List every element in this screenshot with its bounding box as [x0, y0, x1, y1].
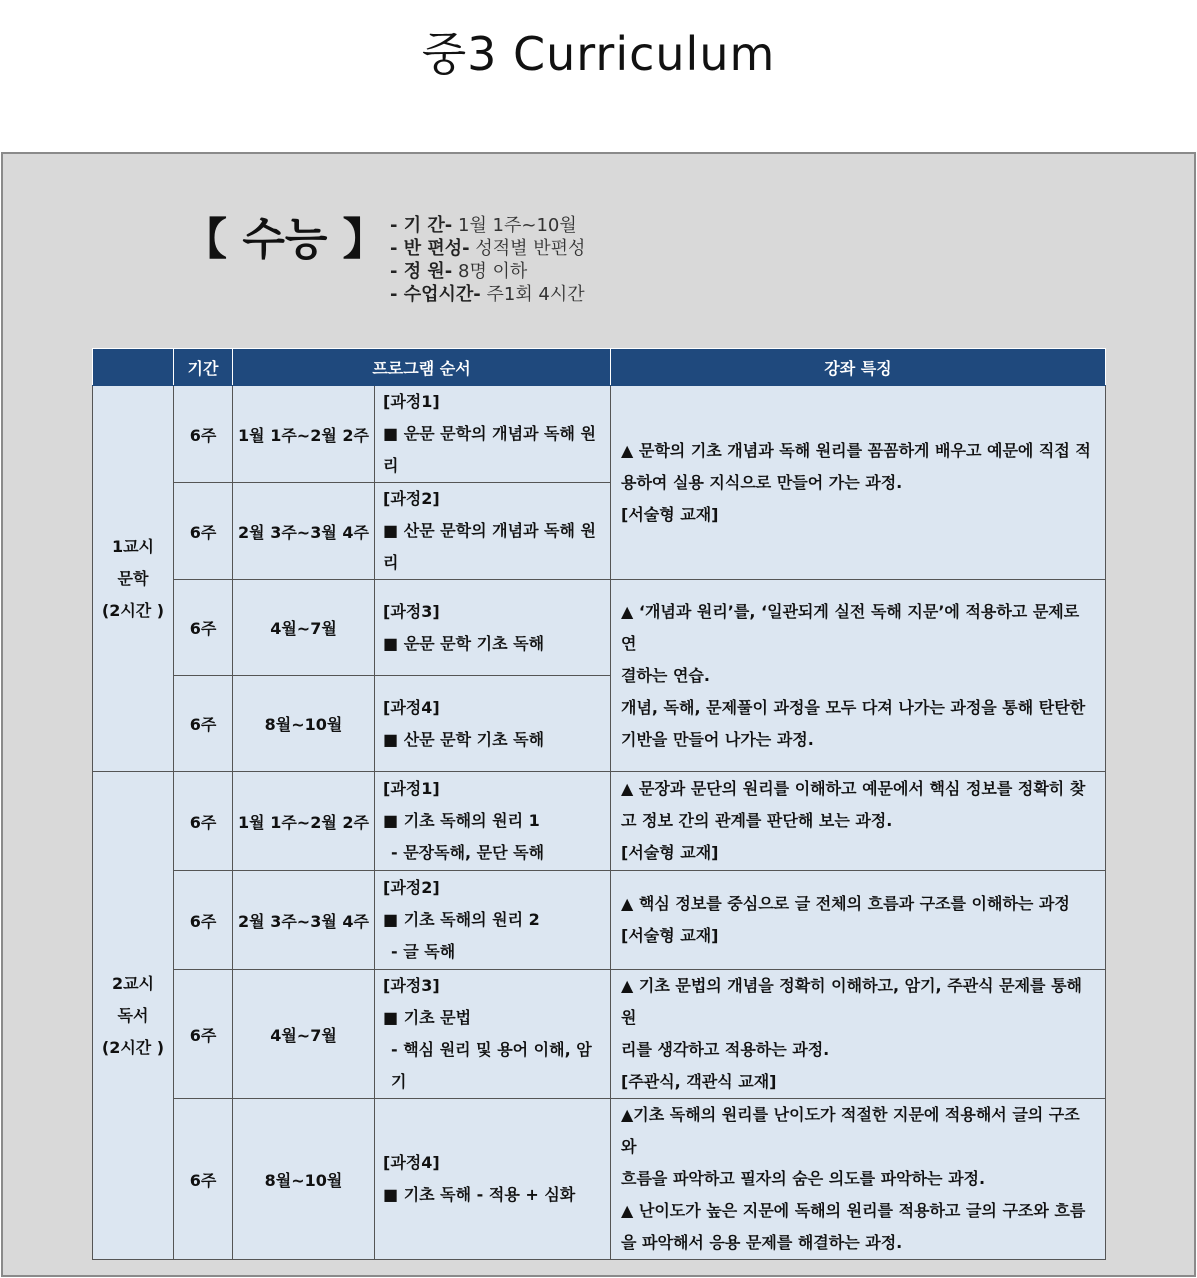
table-row: [93, 871, 1106, 970]
weeks-cell: 6주: [174, 483, 233, 580]
course-cell: [과정4] ■ 기초 독해 - 적용 + 심화: [375, 1099, 611, 1260]
header-program-order: 프로그램 순서: [233, 349, 611, 386]
weeks-cell: 6주: [174, 386, 233, 483]
section-heading: 【 수능 】: [183, 214, 387, 265]
table-header-row: [93, 349, 1106, 386]
table-row: [93, 386, 1106, 483]
course-cell: [과정1] ■ 기초 독해의 원리 1 - 문장독해, 문단 독해: [375, 772, 611, 871]
header-empty: [93, 349, 174, 386]
weeks-cell: 6주: [174, 1099, 233, 1260]
group-label-reading: 2교시 독서 (2시간 ): [93, 772, 174, 1260]
table-row: [93, 772, 1106, 871]
period-cell: 4월~7월: [233, 580, 375, 676]
course-cell: [과정3] ■ 기초 문법 - 핵심 원리 및 용어 이해, 암기: [375, 970, 611, 1099]
weeks-cell: 6주: [174, 970, 233, 1099]
table-row: [93, 1099, 1106, 1260]
period-cell: 1월 1주~2월 2주: [233, 772, 375, 871]
feature-cell: ▲ 기초 문법의 개념을 정확히 이해하고, 암기, 주관식 문제를 통해 원 리를 생각하고 적용하는 과정. [주관식, 객관식 교재]: [611, 970, 1106, 1099]
curriculum-table: [92, 348, 1106, 1260]
header-period: 기간: [174, 349, 233, 386]
feature-cell: ▲ 핵심 정보를 중심으로 글 전체의 흐름과 구조를 이해하는 과정 [서술형 교재]: [611, 871, 1106, 970]
period-cell: 4월~7월: [233, 970, 375, 1099]
header-course-features: 강좌 특징: [611, 349, 1106, 386]
feature-cell: ▲ 문장과 문단의 원리를 이해하고 예문에서 핵심 정보를 정확히 찾 고 정보 간의 관계를 판단해 보는 과정. [서술형 교재]: [611, 772, 1106, 871]
period-cell: 2월 3주~3월 4주: [233, 871, 375, 970]
period-cell: 2월 3주~3월 4주: [233, 483, 375, 580]
course-cell: [과정3] ■ 운문 문학 기초 독해: [375, 580, 611, 676]
table-row: [93, 970, 1106, 1099]
weeks-cell: 6주: [174, 580, 233, 676]
course-cell: [과정4] ■ 산문 문학 기초 독해: [375, 676, 611, 772]
feature-cell: ▲ ‘개념과 원리’를, ‘일관되게 실전 독해 지문’에 적용하고 문제로 연 결하는 연습. 개념, 독해, 문제풀이 과정을 모두 다져 나가는 과정을 통해 탄탄한 기반을 만들어 나가는 과정.: [611, 580, 1106, 772]
period-cell: 1월 1주~2월 2주: [233, 386, 375, 483]
table-row: [93, 580, 1106, 676]
course-info: [390, 214, 585, 306]
period-cell: 8월~10월: [233, 1099, 375, 1260]
weeks-cell: 6주: [174, 871, 233, 970]
info-capacity: - 정 원- 8명 이하: [390, 261, 528, 282]
feature-cell: ▲ 문학의 기초 개념과 독해 원리를 꼼꼼하게 배우고 예문에 직접 적 용하여 실용 지식으로 만들어 가는 과정. [서술형 교재]: [611, 386, 1106, 580]
weeks-cell: 6주: [174, 676, 233, 772]
course-cell: [과정1] ■ 운문 문학의 개념과 독해 원리: [375, 386, 611, 483]
info-class-hours: - 수업시간- 주1회 4시간: [390, 284, 585, 305]
page-title: 중3 Curriculum: [421, 27, 776, 81]
feature-cell: ▲기초 독해의 원리를 난이도가 적절한 지문에 적용해서 글의 구조와 흐름을 파악하고 필자의 숨은 의도를 파악하는 과정. ▲ 난이도가 높은 지문에 독해의 원리를 적용하고 글의 구조와 흐름 을 파악해서 응용 문제를 해결하는 과정.: [611, 1099, 1106, 1260]
info-class-grouping: - 반 편성- 성적별 반편성: [390, 238, 586, 259]
group-label-literature: 1교시 문학 (2시간 ): [93, 386, 174, 772]
info-period: - 기 간- 1월 1주~10월: [390, 215, 577, 236]
course-cell: [과정2] ■ 산문 문학의 개념과 독해 원리: [375, 483, 611, 580]
weeks-cell: 6주: [174, 772, 233, 871]
course-cell: [과정2] ■ 기초 독해의 원리 2 - 글 독해: [375, 871, 611, 970]
period-cell: 8월~10월: [233, 676, 375, 772]
